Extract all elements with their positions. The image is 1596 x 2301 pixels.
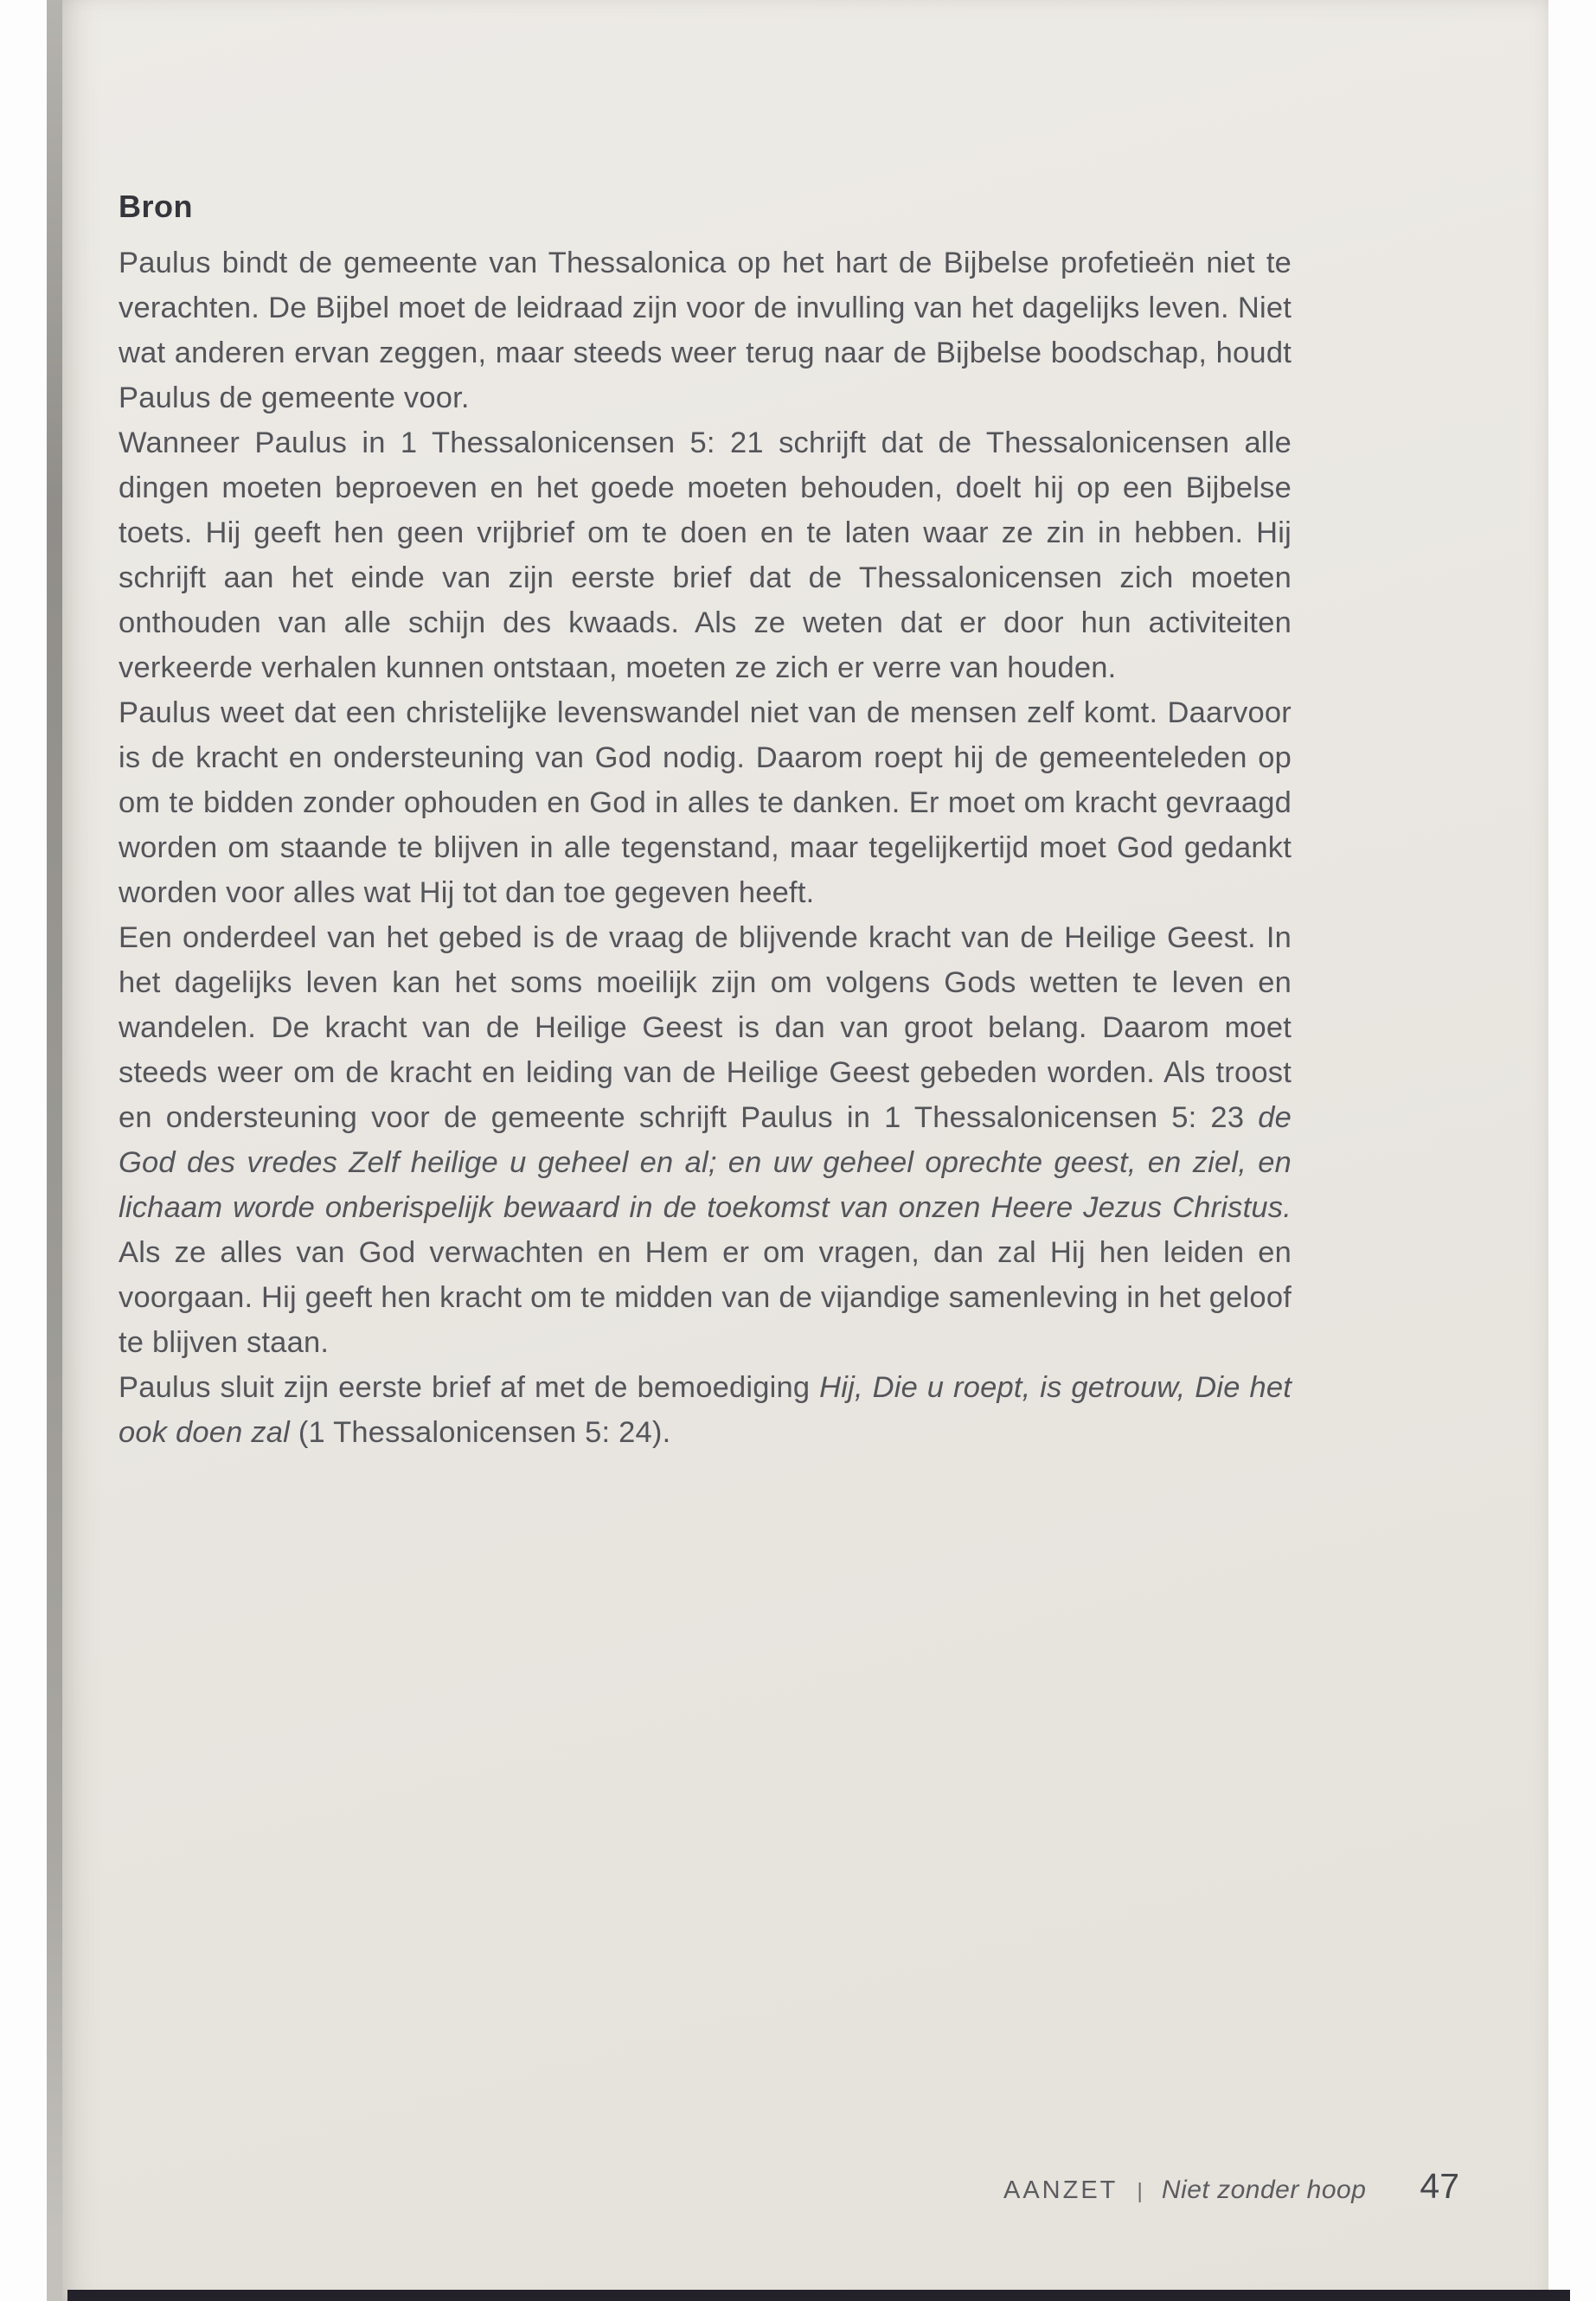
paragraph [119,915,1292,1365]
paragraph-text: Paulus sluit zijn eerste brief af met de bemoediging [119,1371,820,1404]
paragraph [119,1365,1292,1455]
paragraph-text: Wanneer Paulus in 1 Thessalonicensen 5: 21 schrijft dat de Thessalonicensen alle dingen moeten beproeven en het goede moeten behouden, doelt hij op een Bijbelse toets. Hij geeft hen geen vrijbrief om te doen en te laten waar ze zin in hebben. Hij schrijft aan het einde van zijn eerste brief dat de Thessalonicensen zich moeten onthouden van alle schijn des kwaads. Als ze weten dat er door hun activiteiten verkeerde verhalen kunnen ontstaan, moeten ze zich er verre van houden. [119,426,1292,684]
scripture-quote: Hij, Die u roept, is getrouw, Die het ook doen zal [119,1371,1292,1449]
scan-bottom-edge [67,2290,1570,2301]
footer-page-number: 47 [1420,2166,1460,2206]
scripture-quote: de God des vredes Zelf heilige u geheel en al; en uw geheel oprechte geest, en ziel, en lichaam worde onberispelijk bewaard in de toekomst van onzen Heere Jezus Christus. [119,1101,1292,1224]
page-content [119,183,1292,1455]
footer-chapter-title: Niet zonder hoop [1161,2176,1367,2204]
paragraph [119,690,1292,915]
footer-separator: | [1137,2179,1143,2203]
paragraph-text: Paulus weet dat een christelijke levenswandel niet van de mensen zelf komt. Daarvoor is de kracht en ondersteuning van God nodig. Daarom roept hij de gemeenteleden op om te bidden zonder ophouden en God in alles te danken. Er moet om kracht gevraagd worden om staande te blijven in alle tegenstand, maar tegelijkertijd moet God gedankt worden voor alles wat Hij tot dan toe gegeven heeft. [119,696,1292,909]
paragraph [119,240,1292,420]
book-spine-shadow [47,0,62,2301]
paragraph [119,420,1292,690]
footer [1003,2166,1459,2207]
section-heading: Bron [119,189,193,224]
paragraph-text: Als ze alles van God verwachten en Hem er om vragen, dan zal Hij hen leiden en voorgaan. Hij geeft hen kracht om te midden van de vijandige samenleving in het geloof te blijven staan. [119,1236,1292,1359]
paragraph-text: Een onderdeel van het gebed is de vraag de blijvende kracht van de Heilige Geest. In het dagelijks leven kan het soms moeilijk zijn om volgens Gods wetten te leven en wandelen. De kracht van de Heilige Geest is dan van groot belang. Daarom moet steeds weer om de kracht en leiding van de Heilige Geest gebeden worden. Als troost en ondersteuning voor de gemeente schrijft Paulus in 1 Thessalonicensen 5: 23 [119,921,1292,1134]
paragraph-text: Paulus bindt de gemeente van Thessalonica op het hart de Bijbelse profetieën niet te verachten. De Bijbel moet de leidraad zijn voor de invulling van het dagelijks leven. Niet wat anderen ervan zeggen, maar steeds weer terug naar de Bijbelse boodschap, houdt Paulus de gemeente voor. [119,247,1292,414]
paragraph-text: (1 Thessalonicensen 5: 24). [290,1416,671,1449]
footer-book-title: AANZET [1003,2176,1118,2204]
